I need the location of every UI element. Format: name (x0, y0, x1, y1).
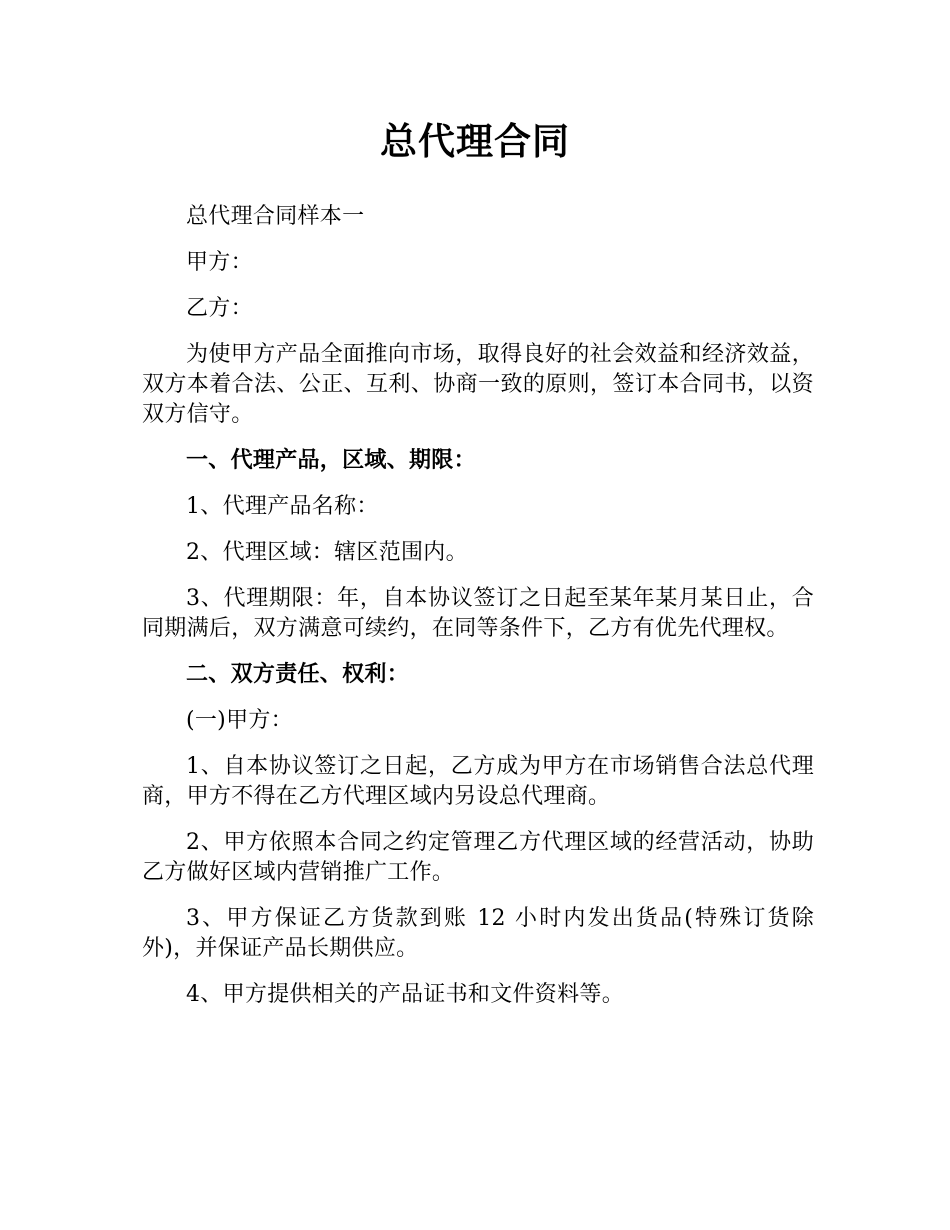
paragraph-preamble: 为使甲方产品全面推向市场，取得良好的社会效益和经济效益，双方本着合法、公正、互利、协商一致的原则，签订本合同书，以资双方信守。 (142, 342, 814, 427)
section-heading-products: 一、代理产品，区域、期限： (186, 448, 476, 473)
paragraph-item: 2、代理区域：辖区范围内。 (186, 540, 468, 565)
paragraph-item: 1、代理产品名称： (186, 494, 379, 519)
paragraph-item: 3、甲方保证乙方货款到账 12 小时内发出货品(特殊订货除外)，并保证产品长期供应。 (142, 906, 814, 961)
subsection-party-a: (一)甲方： (186, 708, 293, 733)
paragraph-party-a: 甲方： (186, 250, 253, 275)
paragraph-item: 3、代理期限：年，自本协议签订之日起至某年某月某日止，合同期满后，双方满意可续约，在同等条件下，乙方有优先代理权。 (142, 586, 814, 641)
paragraph-party-b: 乙方： (186, 296, 253, 321)
paragraph-item: 4、甲方提供相关的产品证书和文件资料等。 (186, 982, 624, 1007)
paragraph-sample-label: 总代理合同样本一 (186, 204, 365, 229)
paragraph-item: 1、自本协议签订之日起，乙方成为甲方在市场销售合法总代理商，甲方不得在乙方代理区域内另设总代理商。 (142, 754, 814, 809)
paragraph-item: 2、甲方依照本合同之约定管理乙方代理区域的经营活动，协助乙方做好区域内营销推广工作。 (142, 830, 814, 885)
document-title: 总代理合同 (380, 120, 570, 163)
document-body (142, 202, 814, 1026)
section-heading-responsibilities: 二、双方责任、权利： (186, 662, 410, 687)
